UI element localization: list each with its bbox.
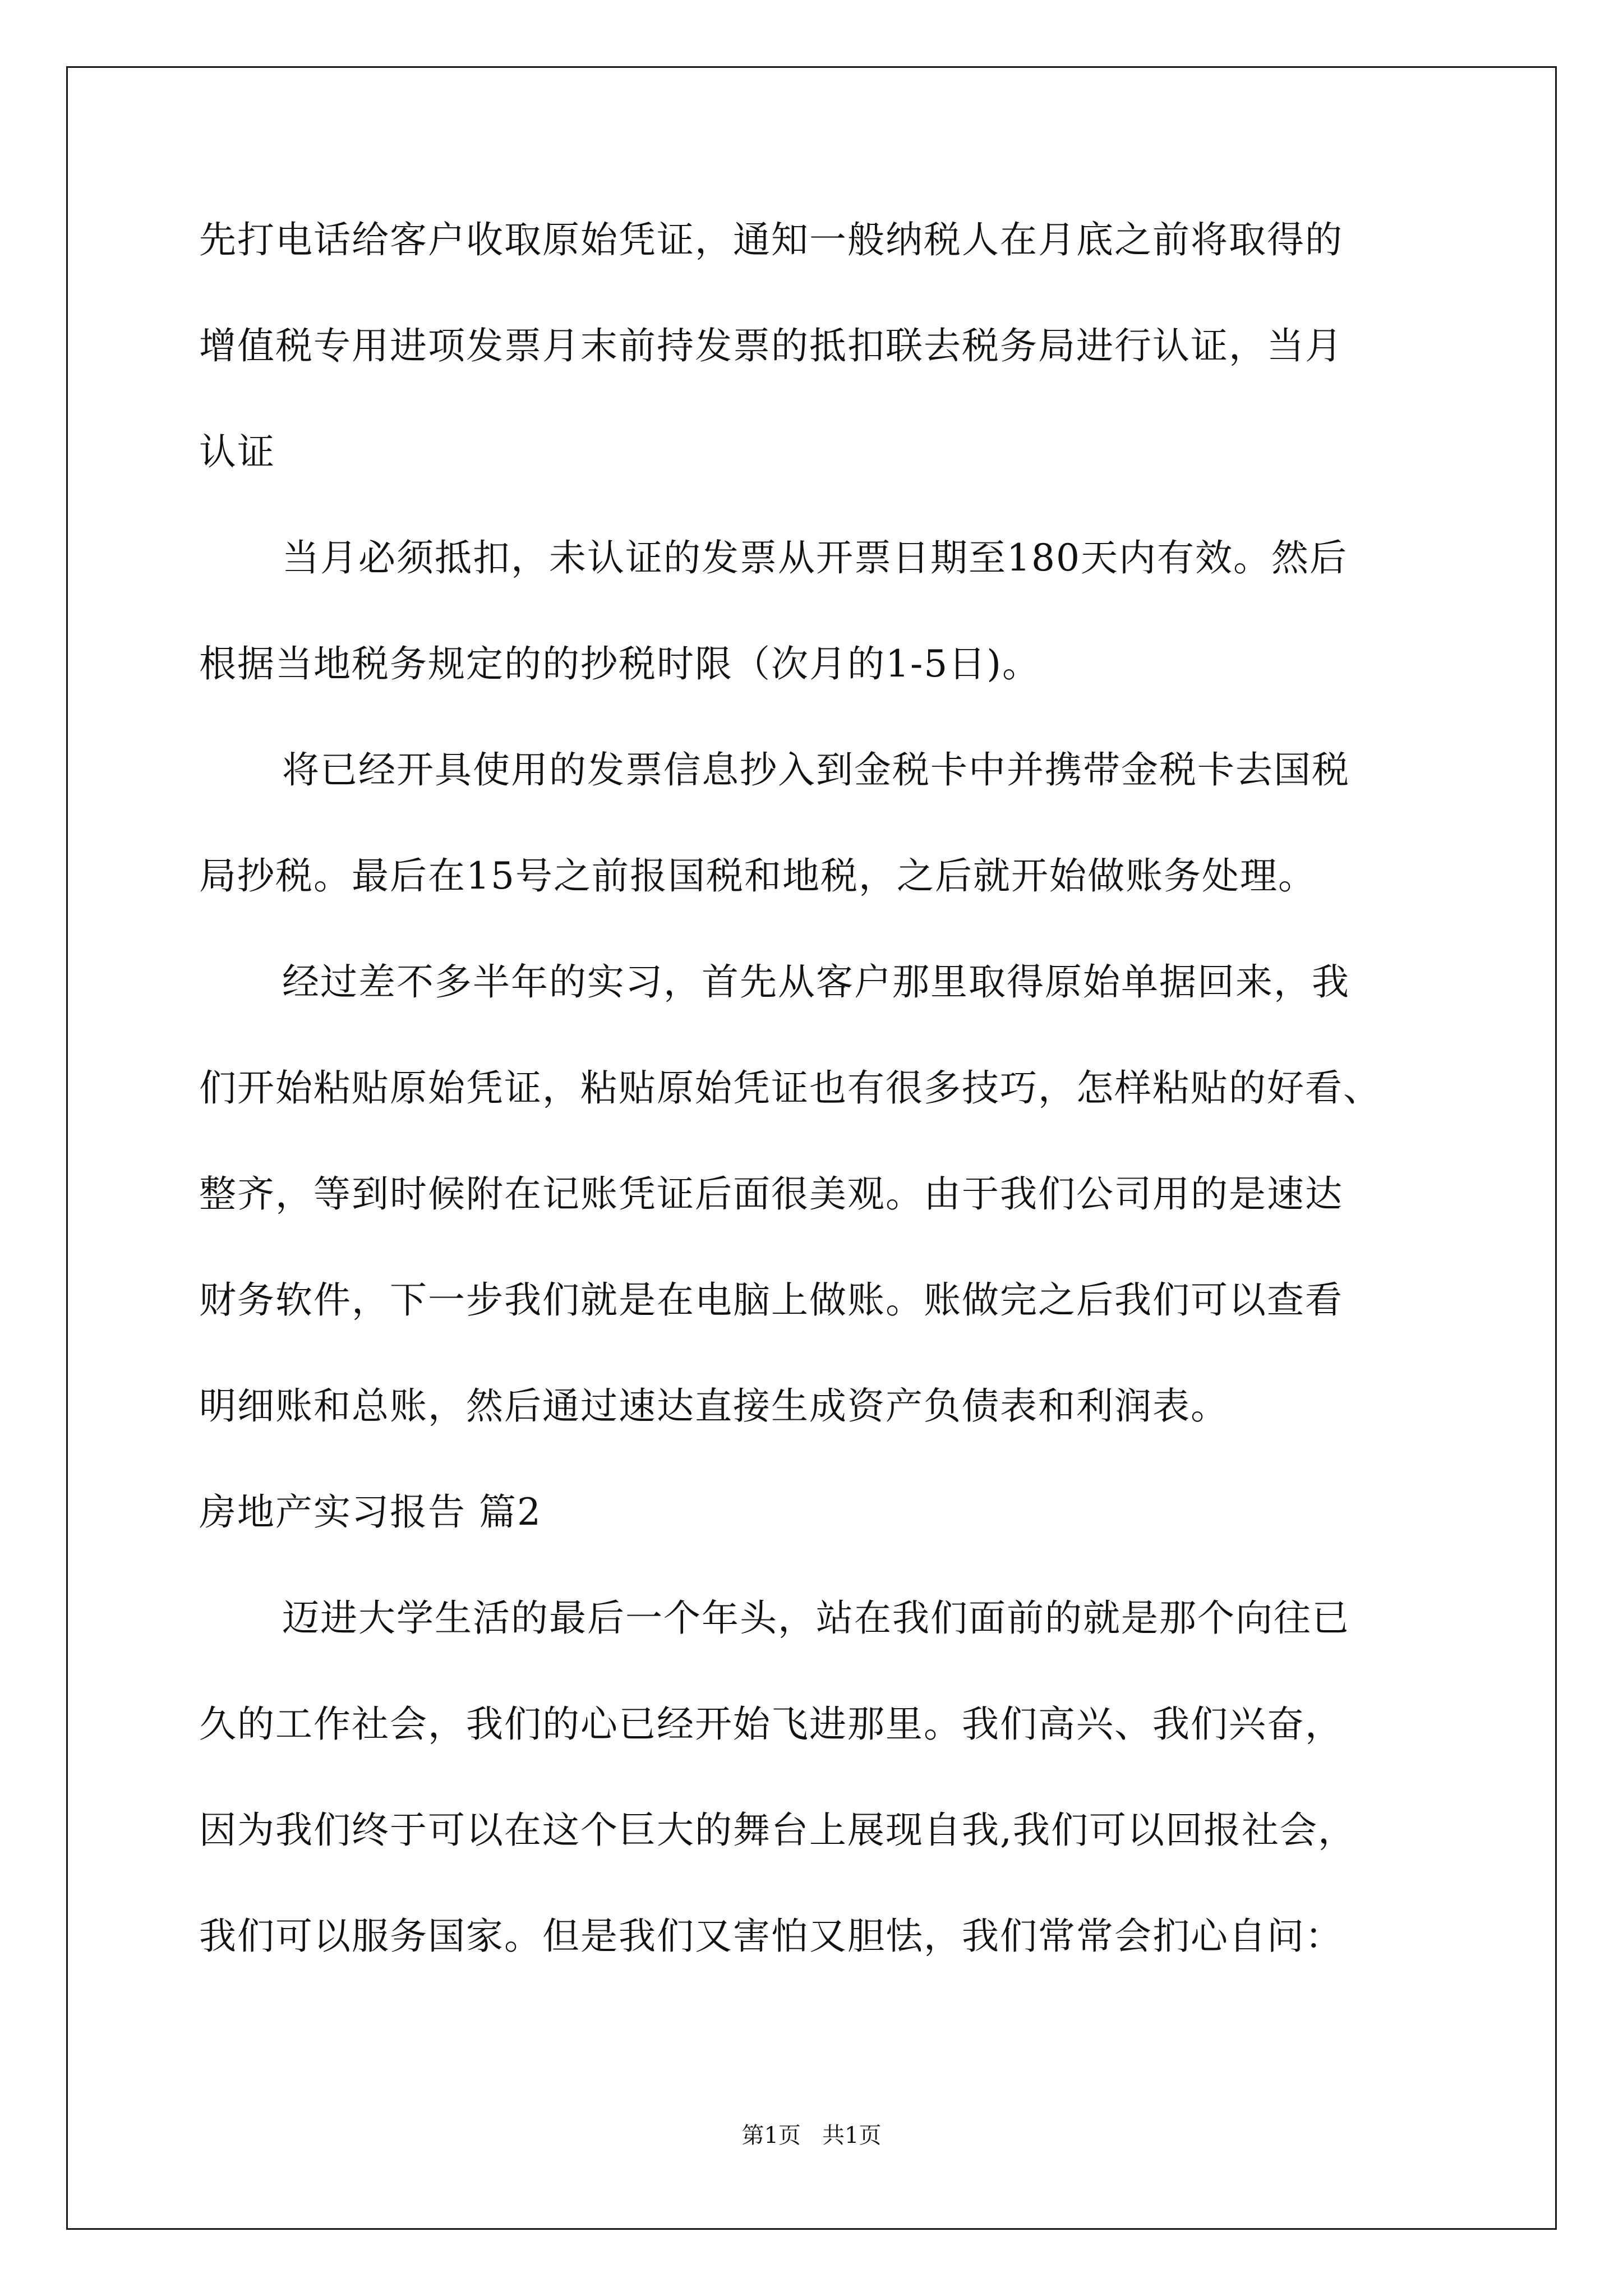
text-line: 当月必须抵扣，未认证的发票从开票日期至180天内有效。然后 bbox=[282, 536, 1348, 579]
text-line: 先打电话给客户收取原始凭证，通知一般纳税人在月底之前将取得的 bbox=[199, 218, 1343, 261]
text-line: 根据当地税务规定的的抄税时限（次月的1-5日)。 bbox=[199, 642, 1041, 685]
text-line: 久的工作社会，我们的心已经开始飞进那里。我们高兴、我们兴奋， bbox=[199, 1703, 1343, 1746]
text-line: 认证 bbox=[199, 430, 275, 473]
text-line: 我们可以服务国家。但是我们又害怕又胆怯，我们常常会扪心自问： bbox=[199, 1915, 1343, 1958]
page-number-footer: 第1页 共1页 bbox=[741, 2123, 882, 2148]
text-line: 经过差不多半年的实习，首先从客户那里取得原始单据回来，我 bbox=[282, 960, 1350, 1004]
text-line: 因为我们终于可以在这个巨大的舞台上展现自我,我们可以回报社会， bbox=[199, 1809, 1356, 1852]
text-line: 整齐，等到时候附在记账凭证后面很美观。由于我们公司用的是速达 bbox=[199, 1172, 1343, 1216]
text-line: 们开始粘贴原始凭证，粘贴原始凭证也有很多技巧，怎样粘贴的好看、 bbox=[199, 1066, 1381, 1110]
text-line: 局抄税。最后在15号之前报国税和地税，之后就开始做账务处理。 bbox=[199, 854, 1316, 898]
text-line: 将已经开具使用的发票信息抄入到金税卡中并携带金税卡去国税 bbox=[282, 748, 1350, 792]
text-line: 增值税专用进项发票月末前持发票的抵扣联去税务局进行认证，当月 bbox=[199, 324, 1343, 367]
text-line: 迈进大学生活的最后一个年头，站在我们面前的就是那个向往已 bbox=[282, 1596, 1350, 1640]
document-body bbox=[199, 218, 1433, 2024]
text-line: 明细账和总账，然后通过速达直接生成资产负债表和利润表。 bbox=[199, 1384, 1229, 1428]
text-line: 财务软件，下一步我们就是在电脑上做账。账做完之后我们可以查看 bbox=[199, 1278, 1343, 1322]
section-heading: 房地产实习报告 篇2 bbox=[199, 1490, 542, 1534]
